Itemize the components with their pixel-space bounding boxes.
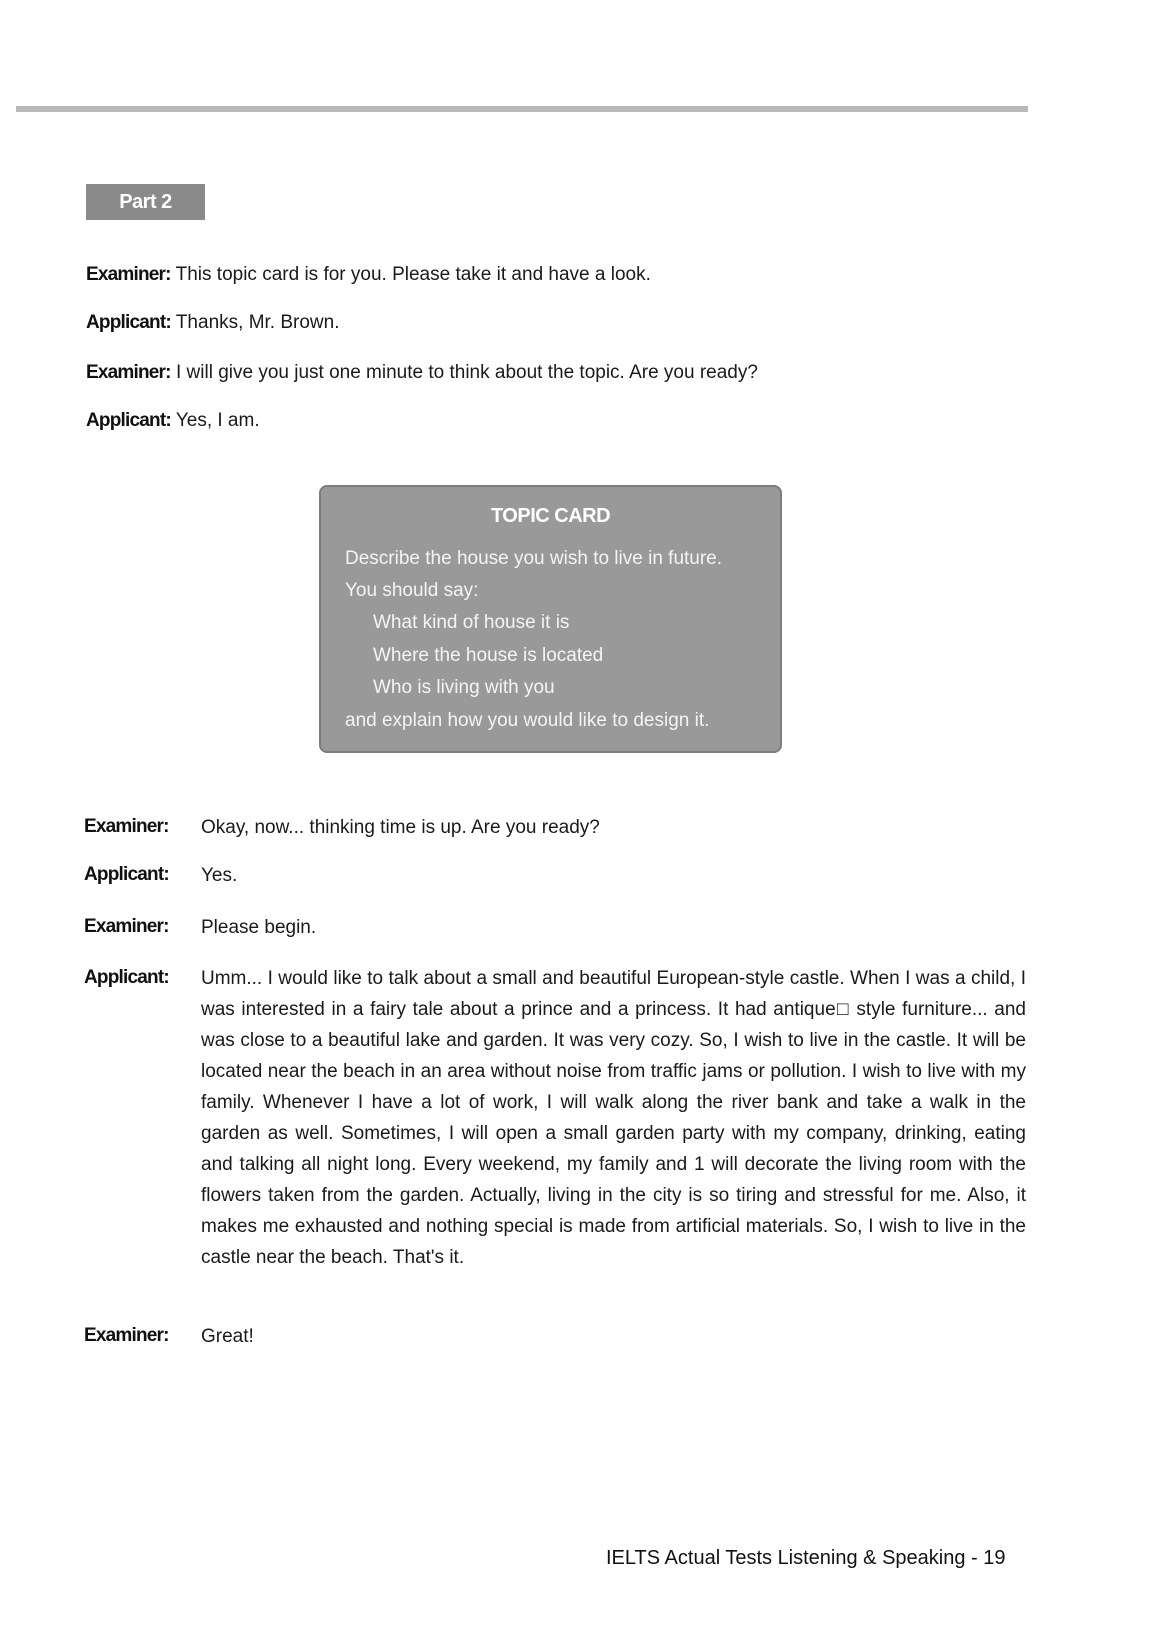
intro-line-3 — [86, 361, 758, 385]
utterance-text: This topic card is for you. Please take it and have a look. — [170, 264, 651, 285]
speaker-label: Examiner: — [86, 264, 171, 285]
utterance-text: Okay, now... thinking time is up. Are you ready? — [201, 817, 600, 838]
page-footer: IELTS Actual Tests Listening & Speaking - 19 — [606, 1547, 1006, 1569]
top-divider — [16, 106, 1028, 112]
topic-card-closing: and explain how you would like to design it. — [345, 710, 710, 731]
utterance-text: Great! — [201, 1326, 254, 1347]
utterance-text: I will give you just one minute to think about the topic. Are you ready? — [170, 362, 758, 383]
applicant-answer: Umm... I would like to talk about a small and beautiful European-style castle. When I was a child, I was interested in a fairy tale about a prince and a princess. It had antique□ style furniture... and was close to a beautiful lake and garden. It was very cozy. So, I wish to live in the castle. It will be located near the beach in an area without noise from traffic jams or pollution. I wish to live with my family. Whenever I have a lot of work, I will walk along the river bank and take a walk in the garden as well. Sometimes, I will open a small garden party with my company, drinking, eating and talking all night long. Every weekend, my family and 1 will decorate the living room with the flowers taken from the garden. Actually, living in the city is so tiring and stressful for me. Also, it makes me exhausted and nothing special is made from artificial materials. So, I wish to live in the castle near the beach. That's it. — [201, 968, 1026, 1268]
topic-card-title: TOPIC CARD — [490, 505, 611, 527]
speaker-label: Examiner: — [86, 362, 171, 383]
topic-card-prompt: Describe the house you wish to live in future. — [345, 548, 723, 569]
topic-card-should-say: You should say: — [345, 580, 479, 601]
utterance-text: Yes. — [201, 865, 238, 886]
topic-card-point: Where the house is located — [373, 645, 604, 666]
utterance-text: Thanks, Mr. Brown. — [170, 312, 340, 333]
speaker-label: Applicant: — [84, 864, 169, 885]
speaker-label: Examiner: — [84, 1325, 169, 1346]
part-badge: Part 2 — [86, 184, 205, 220]
speaker-label: Applicant: — [86, 410, 171, 431]
speaker-label: Examiner: — [84, 916, 169, 937]
speaker-label: Applicant: — [86, 312, 171, 333]
topic-card-point: What kind of house it is — [373, 612, 570, 633]
intro-line-1 — [86, 263, 651, 287]
utterance-text: Yes, I am. — [170, 410, 260, 431]
intro-line-4 — [86, 409, 260, 433]
utterance-text: Please begin. — [201, 917, 317, 938]
topic-card-point: Who is living with you — [373, 677, 555, 698]
topic-card — [319, 485, 782, 753]
speaker-label: Applicant: — [84, 967, 169, 988]
speaker-label: Examiner: — [84, 816, 169, 837]
intro-line-2 — [86, 311, 340, 335]
